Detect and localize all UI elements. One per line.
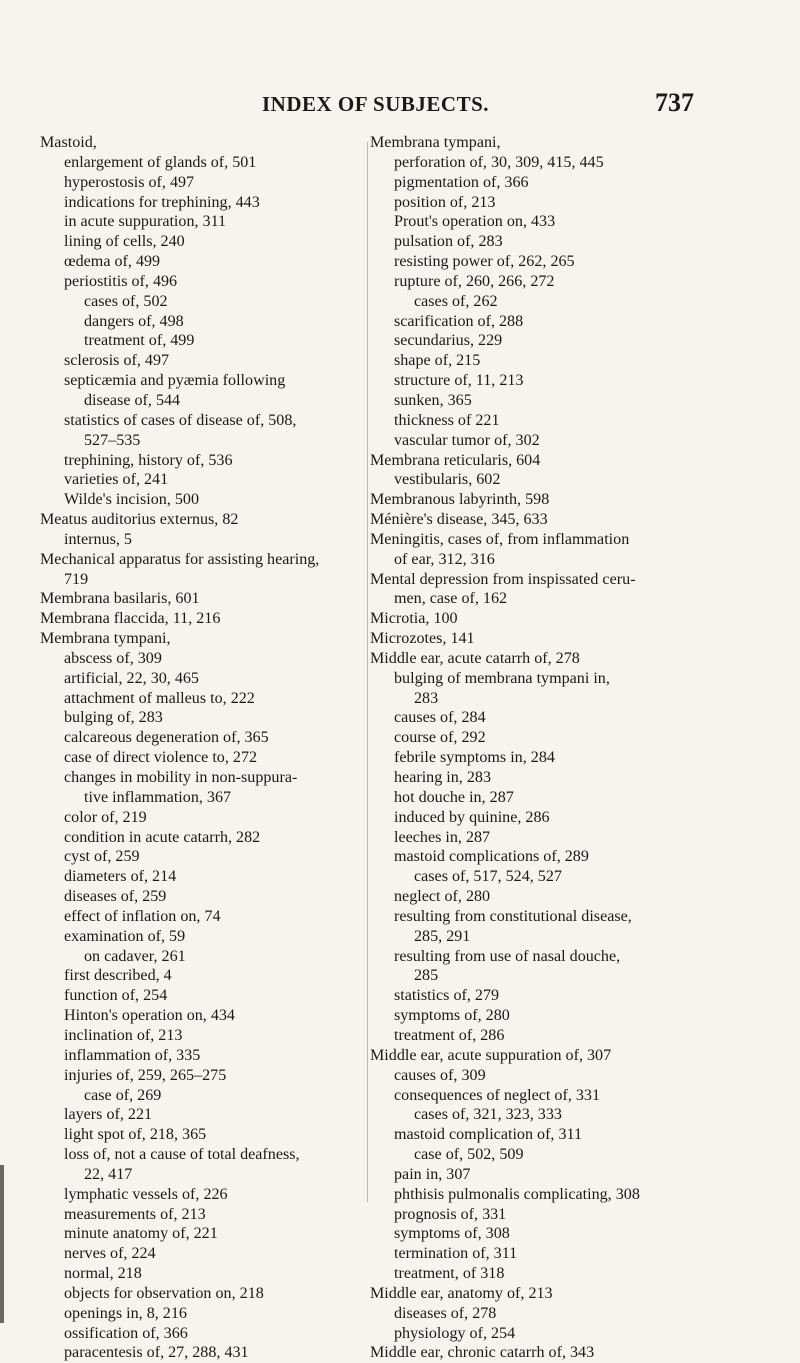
index-subentry: examination of, 59 xyxy=(64,927,186,945)
index-subentry: calcareous degeneration of, 365 xyxy=(64,729,269,747)
index-subentry: light spot of, 218, 365 xyxy=(64,1126,207,1144)
index-heading: Membrana basilaris, 601 xyxy=(40,590,200,608)
index-subentry: case of direct violence to, 272 xyxy=(64,749,258,767)
index-heading: Mechanical apparatus for assisting hearing, xyxy=(40,550,320,568)
index-subentry: position of, 213 xyxy=(394,193,496,211)
index-subentry: inclination of, 213 xyxy=(64,1026,183,1044)
index-subentry: consequences of neglect of, 331 xyxy=(394,1086,601,1104)
index-heading: Microtia, 100 xyxy=(370,610,458,628)
index-subentry: case of, 269 xyxy=(84,1086,162,1104)
column-divider xyxy=(367,142,368,1202)
index-heading: Microzotes, 141 xyxy=(370,630,475,648)
index-subentry: periostitis of, 496 xyxy=(64,272,178,290)
index-subentry: normal, 218 xyxy=(64,1265,142,1283)
index-subentry: trephining, history of, 536 xyxy=(64,451,233,469)
index-subentry: bulging of membrana tympani in, xyxy=(394,669,610,687)
index-subentry: symptoms of, 308 xyxy=(394,1225,510,1243)
index-subentry: febrile symptoms in, 284 xyxy=(394,749,555,767)
index-column-left xyxy=(40,133,410,1363)
index-subentry: resulting from constitutional disease, xyxy=(394,907,632,925)
index-subentry: Prout's operation on, 433 xyxy=(394,213,556,231)
index-subentry: function of, 254 xyxy=(64,987,168,1005)
index-subentry: layers of, 221 xyxy=(64,1106,153,1124)
index-heading: Middle ear, chronic catarrh of, 343 xyxy=(370,1344,595,1362)
index-subentry: of ear, 312, 316 xyxy=(394,550,495,568)
index-heading: Membrana tympani, xyxy=(370,134,501,151)
index-subentry: condition in acute catarrh, 282 xyxy=(64,828,261,846)
index-subentry: effect of inflation on, 74 xyxy=(64,907,221,925)
index-subentry: 285, 291 xyxy=(414,927,471,945)
index-subentry: sclerosis of, 497 xyxy=(64,352,170,370)
index-subentry: leeches in, 287 xyxy=(394,828,491,846)
index-subentry: mastoid complications of, 289 xyxy=(394,848,589,866)
index-subentry: attachment of malleus to, 222 xyxy=(64,689,255,707)
index-subentry: œdema of, 499 xyxy=(64,253,161,271)
index-subentry: Wilde's incision, 500 xyxy=(64,491,200,509)
index-subentry: cases of, 517, 524, 527 xyxy=(414,868,562,886)
index-subentry: openings in, 8, 216 xyxy=(64,1304,187,1322)
index-subentry: scarification of, 288 xyxy=(394,312,524,330)
index-subentry: in acute suppuration, 311 xyxy=(64,213,227,231)
index-heading: Meatus auditorius externus, 82 xyxy=(40,511,239,529)
index-subentry: color of, 219 xyxy=(64,808,147,826)
index-subentry: 285 xyxy=(414,967,439,985)
index-subentry: objects for observation on, 218 xyxy=(64,1284,264,1302)
index-subentry: varieties of, 241 xyxy=(64,471,169,489)
index-subentry: pulsation of, 283 xyxy=(394,233,503,251)
index-subentry: hyperostosis of, 497 xyxy=(64,173,195,191)
index-subentry: indications for trephining, 443 xyxy=(64,193,260,211)
index-subentry: phthisis pulmonalis complicating, 308 xyxy=(394,1185,640,1203)
index-subentry: prognosis of, 331 xyxy=(394,1205,507,1223)
index-subentry: secundarius, 229 xyxy=(394,332,503,350)
index-subentry: diameters of, 214 xyxy=(64,868,177,886)
index-subentry: first described, 4 xyxy=(64,967,172,985)
index-heading: Middle ear, acute suppuration of, 307 xyxy=(370,1046,612,1064)
index-subentry: 527–535 xyxy=(84,431,141,449)
index-subentry: abscess of, 309 xyxy=(64,649,162,667)
index-subentry: septicæmia and pyæmia following xyxy=(64,372,286,390)
index-subentry: minute anatomy of, 221 xyxy=(64,1225,218,1243)
index-subentry: treatment, of 318 xyxy=(394,1265,505,1283)
index-subentry: statistics of, 279 xyxy=(394,987,500,1005)
index-subentry: measurements of, 213 xyxy=(64,1205,206,1223)
index-subentry: rupture of, 260, 266, 272 xyxy=(394,272,555,290)
index-subentry: symptoms of, 280 xyxy=(394,1007,510,1025)
index-subentry: on cadaver, 261 xyxy=(84,947,186,965)
index-subentry: mastoid complication of, 311 xyxy=(394,1126,583,1144)
index-heading: Mental depression from inspissated ceru- xyxy=(370,570,636,588)
index-subentry: structure of, 11, 213 xyxy=(394,372,524,390)
index-subentry: causes of, 284 xyxy=(394,709,486,727)
index-subentry: induced by quinine, 286 xyxy=(394,808,550,826)
page-edge-shadow xyxy=(0,1165,4,1323)
index-subentry: causes of, 309 xyxy=(394,1066,486,1084)
index-subentry: nerves of, 224 xyxy=(64,1245,156,1263)
index-subentry: 283 xyxy=(414,689,439,707)
index-subentry: vascular tumor of, 302 xyxy=(394,431,540,449)
index-subentry: Hinton's operation on, 434 xyxy=(64,1007,235,1025)
index-subentry: injuries of, 259, 265–275 xyxy=(64,1066,227,1084)
index-subentry: men, case of, 162 xyxy=(394,590,508,608)
index-subentry: ossification of, 366 xyxy=(64,1324,188,1342)
index-subentry: thickness of 221 xyxy=(394,411,500,429)
index-heading: Membrana reticularis, 604 xyxy=(370,451,541,469)
running-head: INDEX OF SUBJECTS. xyxy=(262,92,490,116)
index-heading: Ménière's disease, 345, 633 xyxy=(370,511,548,529)
index-subentry: diseases of, 278 xyxy=(394,1304,497,1322)
index-subentry: 719 xyxy=(64,570,89,588)
index-subentry: termination of, 311 xyxy=(394,1245,518,1263)
index-subentry: resulting from use of nasal douche, xyxy=(394,947,621,965)
index-subentry: lining of cells, 240 xyxy=(64,233,185,251)
index-subentry: pigmentation of, 366 xyxy=(394,173,529,191)
index-subentry: enlargement of glands of, 501 xyxy=(64,153,257,171)
index-subentry: course of, 292 xyxy=(394,729,486,747)
index-subentry: diseases of, 259 xyxy=(64,888,167,906)
index-subentry: paracentesis of, 27, 288, 431 xyxy=(64,1344,249,1362)
index-subentry: case of, 502, 509 xyxy=(414,1146,524,1164)
index-subentry: artificial, 22, 30, 465 xyxy=(64,669,199,687)
index-subentry: dangers of, 498 xyxy=(84,312,184,330)
index-subentry: cases of, 262 xyxy=(414,292,498,310)
index-subentry: 22, 417 xyxy=(84,1165,133,1183)
index-subentry: physiology of, 254 xyxy=(394,1324,516,1342)
index-subentry: cases of, 502 xyxy=(84,292,168,310)
index-heading: Mastoid, xyxy=(40,134,97,151)
index-heading: Middle ear, acute catarrh of, 278 xyxy=(370,649,580,667)
index-heading: Middle ear, anatomy of, 213 xyxy=(370,1284,553,1302)
index-subentry: internus, 5 xyxy=(64,530,132,548)
index-subentry: vestibularis, 602 xyxy=(394,471,501,489)
index-subentry: bulging of, 283 xyxy=(64,709,163,727)
index-subentry: tive inflammation, 367 xyxy=(84,788,232,806)
index-subentry: cases of, 321, 323, 333 xyxy=(414,1106,562,1124)
index-subentry: neglect of, 280 xyxy=(394,888,491,906)
index-subentry: resisting power of, 262, 265 xyxy=(394,253,575,271)
index-subentry: loss of, not a cause of total deafness, xyxy=(64,1146,300,1164)
index-subentry: hot douche in, 287 xyxy=(394,788,514,806)
index-subentry: changes in mobility in non-suppura- xyxy=(64,769,298,786)
index-subentry: inflammation of, 335 xyxy=(64,1046,201,1064)
index-subentry: perforation of, 30, 309, 415, 445 xyxy=(394,153,604,171)
index-heading: Membranous labyrinth, 598 xyxy=(370,491,550,509)
page-header xyxy=(0,88,800,124)
index-column-right xyxy=(370,133,725,1363)
index-subentry: treatment of, 499 xyxy=(84,332,195,350)
index-subentry: statistics of cases of disease of, 508, xyxy=(64,411,297,429)
index-subentry: shape of, 215 xyxy=(394,352,481,370)
index-subentry: disease of, 544 xyxy=(84,391,181,409)
index-heading: Meningitis, cases of, from inflammation xyxy=(370,530,630,548)
index-subentry: hearing in, 283 xyxy=(394,769,491,786)
index-heading: Membrana flaccida, 11, 216 xyxy=(40,610,221,628)
index-subentry: lymphatic vessels of, 226 xyxy=(64,1185,228,1203)
index-subentry: sunken, 365 xyxy=(394,391,472,409)
page-number: 737 xyxy=(655,88,694,117)
index-subentry: pain in, 307 xyxy=(394,1165,471,1183)
index-subentry: cyst of, 259 xyxy=(64,848,140,866)
index-heading: Membrana tympani, xyxy=(40,630,171,648)
index-subentry: treatment of, 286 xyxy=(394,1026,505,1044)
